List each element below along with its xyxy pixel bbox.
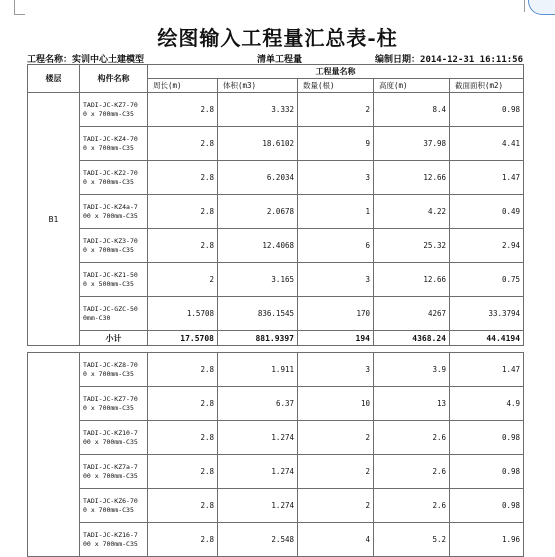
component-name-cell: TADI-JC-KZ4a-7 00 x 700mm-C35 (80, 195, 148, 229)
subtotal-label: 小计 (80, 331, 148, 346)
value-cell: 1.5708 (148, 297, 218, 331)
date-value: 2014-12-31 16:11:56 (420, 55, 523, 65)
value-cell: 12.4068 (218, 229, 298, 263)
component-name-cell: TADI-JC-KZ10-7 00 x 700mm-C35 (80, 421, 148, 455)
value-cell: 1.96 (450, 523, 524, 557)
value-cell: 2 (148, 263, 218, 297)
table-row (28, 523, 524, 557)
value-cell: 2.0678 (218, 195, 298, 229)
value-cell: 3 (298, 263, 374, 297)
table-row (28, 229, 524, 263)
value-cell: 1.47 (450, 161, 524, 195)
value-cell: 2.8 (148, 93, 218, 127)
table-row (28, 387, 524, 421)
value-cell: 2.8 (148, 523, 218, 557)
value-cell: 0.98 (450, 455, 524, 489)
component-name-cell: TADI-JC-KZ7-70 0 x 700mm-C35 (80, 93, 148, 127)
group-spacer (28, 346, 524, 353)
header-floor: 楼层 (28, 65, 80, 93)
value-cell: 1.911 (218, 353, 298, 387)
subtotal-value-cell: 194 (298, 331, 374, 346)
value-cell: 0.49 (450, 195, 524, 229)
list-type: 清单工程量 (257, 55, 303, 65)
value-cell: 2.8 (148, 387, 218, 421)
value-cell: 4267 (374, 297, 450, 331)
header-volume: 体积(m3) (218, 79, 298, 93)
component-name-cell: TADI-JC-KZ2-70 0 x 700mm-C35 (80, 161, 148, 195)
value-cell: 6.2034 (218, 161, 298, 195)
component-name-cell: TADI-JC-KZ6-70 0 x 700mm-C35 (80, 489, 148, 523)
value-cell: 4.22 (374, 195, 450, 229)
value-cell: 2.8 (148, 229, 218, 263)
value-cell: 12.66 (374, 161, 450, 195)
component-name-cell: TADI-JC-KZ16-7 00 x 700mm-C35 (80, 523, 148, 557)
value-cell: 6.37 (218, 387, 298, 421)
value-cell: 0.98 (450, 93, 524, 127)
project-label: 工程名称： (27, 55, 73, 65)
date-label: 编制日期： (375, 55, 421, 65)
value-cell: 1.274 (218, 421, 298, 455)
component-name-cell: TADI-JC-KZ4-70 0 x 700mm-C35 (80, 127, 148, 161)
component-name-cell: TADI-JC-KZ3-70 0 x 700mm-C35 (80, 229, 148, 263)
value-cell: 13 (374, 387, 450, 421)
project-name: 实训中心土建模型 (72, 55, 145, 65)
subtotal-value-cell: 4368.24 (374, 331, 450, 346)
table-row (28, 353, 524, 387)
page-corner-mark-right (524, 0, 525, 12)
value-cell: 836.1545 (218, 297, 298, 331)
value-cell: 170 (298, 297, 374, 331)
floor-cell: B1 (28, 93, 80, 346)
component-name-cell: TADI-JC-KZ7-70 0 x 700mm-C35 (80, 387, 148, 421)
quantity-summary-table (27, 64, 524, 557)
value-cell: 3 (298, 353, 374, 387)
value-cell: 0.75 (450, 263, 524, 297)
value-cell: 4.41 (450, 127, 524, 161)
value-cell: 3.165 (218, 263, 298, 297)
value-cell: 2.8 (148, 421, 218, 455)
table-row (28, 263, 524, 297)
document-title: 绘图输入工程量汇总表-柱 (157, 26, 398, 50)
value-cell: 2.8 (148, 489, 218, 523)
table-row (28, 489, 524, 523)
value-cell: 10 (298, 387, 374, 421)
value-cell: 4 (298, 523, 374, 557)
value-cell: 2.8 (148, 455, 218, 489)
value-cell: 5.2 (374, 523, 450, 557)
header-component: 构件名称 (80, 65, 148, 93)
table-row (28, 127, 524, 161)
subtotal-value-cell: 881.9397 (218, 331, 298, 346)
value-cell: 2.94 (450, 229, 524, 263)
value-cell: 2 (298, 93, 374, 127)
header-height: 高度(m) (374, 79, 450, 93)
value-cell: 2.8 (148, 127, 218, 161)
value-cell: 1 (298, 195, 374, 229)
page-corner-mark-left (14, 0, 25, 15)
value-cell: 2.548 (218, 523, 298, 557)
table-row (28, 455, 524, 489)
table-row (28, 297, 524, 331)
header-quantity-group: 工程量名称 (148, 65, 524, 79)
value-cell: 1.274 (218, 489, 298, 523)
value-cell: 3.9 (374, 353, 450, 387)
subtotal-value-cell: 17.5708 (148, 331, 218, 346)
value-cell: 12.66 (374, 263, 450, 297)
component-name-cell: TADI-JC-KZ8-70 0 x 700mm-C35 (80, 353, 148, 387)
component-name-cell: TADI-JC-KZ1-50 0 x 500mm-C35 (80, 263, 148, 297)
value-cell: 2.8 (148, 195, 218, 229)
value-cell: 18.6102 (218, 127, 298, 161)
component-name-cell: TADI-JC-GZC-50 0mm-C30 (80, 297, 148, 331)
value-cell: 9 (298, 127, 374, 161)
subtotal-value-cell: 44.4194 (450, 331, 524, 346)
value-cell: 2.6 (374, 489, 450, 523)
floor-cell (28, 353, 80, 557)
header-perimeter: 周长(m) (148, 79, 218, 93)
subtotal-row (28, 331, 524, 346)
value-cell: 3.332 (218, 93, 298, 127)
value-cell: 2.8 (148, 161, 218, 195)
value-cell: 2.6 (374, 455, 450, 489)
value-cell: 0.98 (450, 489, 524, 523)
value-cell: 2 (298, 489, 374, 523)
value-cell: 2 (298, 455, 374, 489)
value-cell: 33.3794 (450, 297, 524, 331)
table-row (28, 421, 524, 455)
value-cell: 4.9 (450, 387, 524, 421)
header-count: 数量(根) (298, 79, 374, 93)
value-cell: 1.274 (218, 455, 298, 489)
value-cell: 2.6 (374, 421, 450, 455)
page-curl-icon (528, 0, 555, 15)
value-cell: 37.98 (374, 127, 450, 161)
value-cell: 3 (298, 161, 374, 195)
table-row (28, 195, 524, 229)
value-cell: 1.47 (450, 353, 524, 387)
table-row (28, 93, 524, 127)
table-body (28, 93, 524, 557)
value-cell: 6 (298, 229, 374, 263)
value-cell: 25.32 (374, 229, 450, 263)
value-cell: 2 (298, 421, 374, 455)
table-row (28, 161, 524, 195)
value-cell: 8.4 (374, 93, 450, 127)
value-cell: 0.98 (450, 421, 524, 455)
component-name-cell: TADI-JC-KZ7a-7 00 x 700mm-C35 (80, 455, 148, 489)
header-section-area: 截面面积(m2) (450, 79, 524, 93)
value-cell: 2.8 (148, 353, 218, 387)
